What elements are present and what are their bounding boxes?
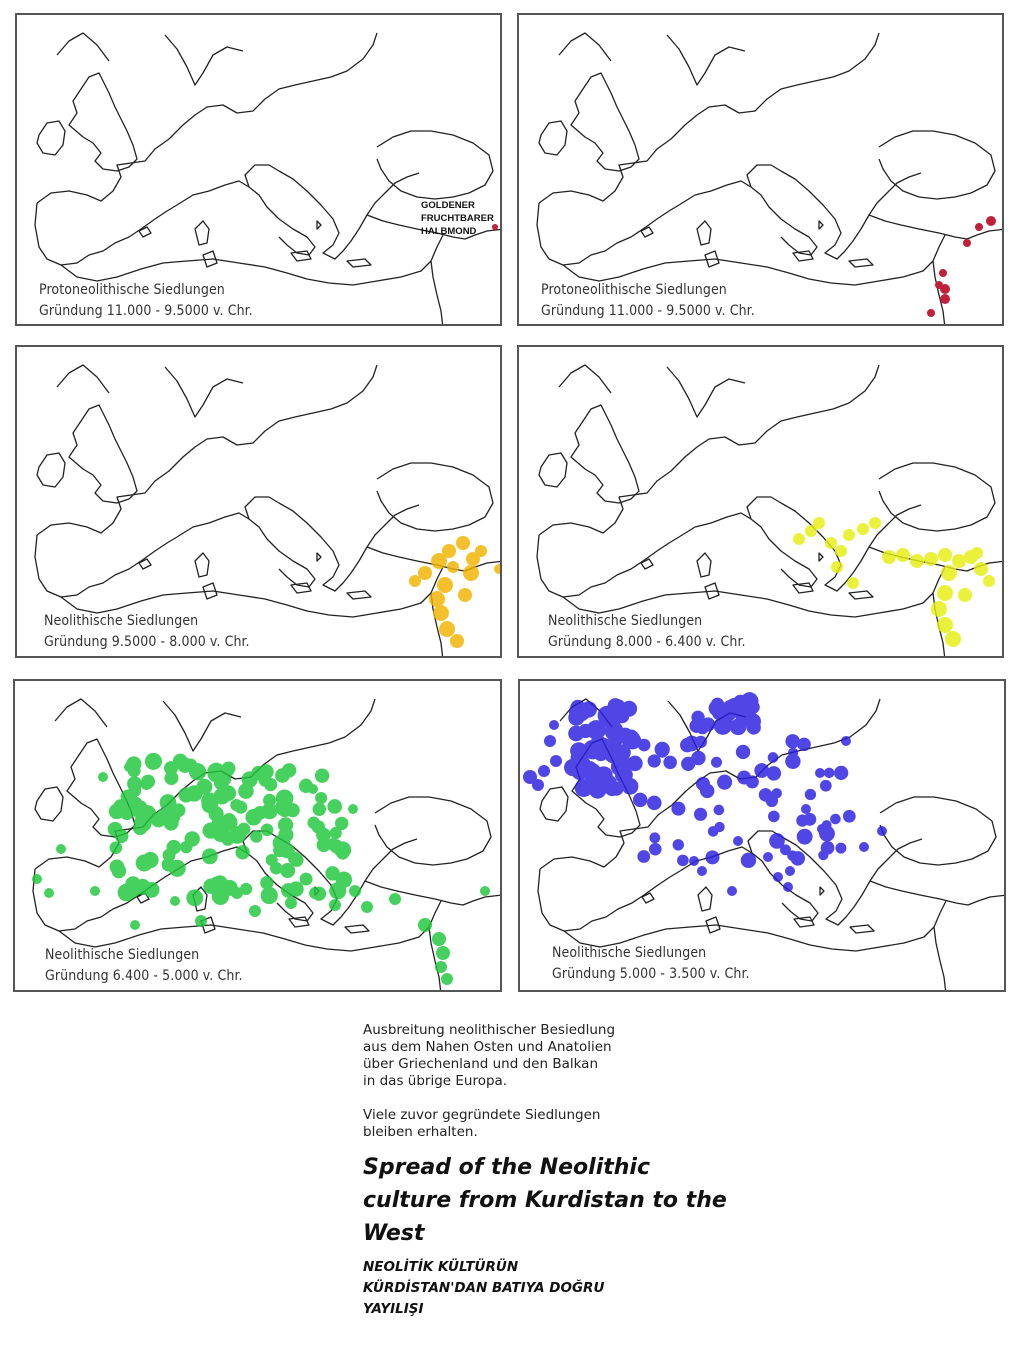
- settlement-dot: [771, 788, 781, 798]
- settlement-dot: [238, 783, 254, 799]
- settlement-dot: [538, 765, 550, 777]
- settlement-dot: [768, 752, 779, 763]
- coastline: [747, 497, 781, 519]
- settlement-dot: [186, 889, 203, 906]
- settlement-dot: [817, 824, 827, 834]
- settlement-dot: [433, 605, 449, 621]
- settlement-dot: [160, 810, 172, 822]
- settlement-dot: [746, 701, 759, 714]
- settlement-dot: [436, 946, 450, 960]
- settlement-dot: [494, 564, 502, 574]
- settlement-dot: [202, 848, 218, 864]
- settlement-dot: [315, 768, 329, 782]
- settlement-dot: [141, 775, 155, 789]
- coastline: [375, 797, 491, 865]
- coastline: [195, 221, 209, 245]
- coastline: [279, 503, 367, 591]
- settlement-dot: [437, 577, 453, 593]
- coastline: [819, 553, 823, 561]
- settlement-dot: [705, 850, 719, 864]
- settlement-dot: [249, 905, 261, 917]
- settlement-dot: [835, 843, 846, 854]
- coastline: [879, 131, 995, 199]
- settlement-dots: [409, 536, 502, 648]
- coastline: [698, 887, 712, 911]
- settlement-dot: [288, 851, 301, 864]
- settlement-dot: [841, 736, 851, 746]
- settlement-dot: [307, 817, 320, 830]
- settlement-dot: [697, 866, 707, 876]
- settlement-dot: [958, 588, 972, 602]
- settlement-dot: [700, 784, 714, 798]
- settlement-dot: [796, 814, 808, 826]
- settlement-dot: [983, 575, 995, 587]
- settlement-dot: [633, 793, 647, 807]
- settlement-dot: [172, 803, 186, 817]
- settlement-dot: [447, 561, 459, 573]
- settlement-dot: [773, 872, 783, 882]
- settlement-dot: [677, 855, 689, 867]
- settlement-dot: [785, 734, 799, 748]
- coastline: [33, 869, 175, 931]
- settlement-dot: [877, 826, 887, 836]
- coastline: [37, 453, 65, 487]
- settlement-dot: [733, 695, 748, 710]
- settlement-dot: [231, 887, 243, 899]
- description-text: [363, 1022, 615, 1158]
- settlement-dot: [281, 883, 296, 898]
- coastline: [697, 553, 711, 577]
- coastline: [834, 699, 880, 743]
- settlement-dot: [313, 802, 326, 815]
- settlement-dot: [550, 755, 562, 767]
- settlement-dot: [727, 886, 737, 896]
- coastline: [177, 181, 315, 255]
- coastline: [67, 739, 135, 837]
- coastline: [431, 235, 443, 326]
- settlement-dot: [785, 866, 795, 876]
- settlement-dot: [910, 554, 924, 568]
- settlement-dot: [278, 827, 293, 842]
- coastline: [331, 365, 377, 409]
- settlement-dot: [480, 886, 490, 896]
- settlement-dot: [937, 585, 953, 601]
- settlement-dot: [261, 824, 274, 837]
- settlement-dot: [549, 720, 559, 730]
- settlement-dot: [276, 800, 288, 812]
- settlement-dot: [222, 815, 237, 830]
- coastline: [57, 365, 243, 417]
- settlement-dot: [112, 864, 127, 879]
- settlement-dot: [785, 754, 800, 769]
- settlement-dot: [173, 754, 188, 769]
- settlement-dot: [300, 873, 313, 886]
- settlement-dot: [940, 284, 950, 294]
- settlement-dot: [941, 565, 957, 581]
- coastline: [195, 553, 209, 577]
- settlement-dot: [121, 789, 136, 804]
- coastline: [747, 165, 781, 187]
- settlement-dot: [691, 751, 705, 765]
- coastline: [793, 251, 813, 261]
- settlement-dot: [939, 269, 947, 277]
- settlement-dot: [896, 548, 910, 562]
- settlement-dot: [90, 886, 100, 896]
- coastline: [559, 33, 745, 85]
- coastline: [57, 33, 243, 85]
- settlement-dot: [441, 973, 453, 985]
- coastline: [819, 221, 823, 229]
- settlement-dot: [162, 858, 176, 872]
- settlement-dot: [235, 845, 249, 859]
- coastline: [329, 699, 375, 743]
- coastline: [539, 453, 567, 487]
- coastline: [559, 365, 745, 417]
- settlement-dot: [695, 736, 707, 748]
- coastline: [794, 917, 814, 927]
- description-line: über Griechenland und den Balkan: [363, 1056, 599, 1072]
- settlement-dot: [882, 550, 896, 564]
- settlement-dot: [110, 841, 123, 854]
- settlement-dot: [815, 768, 825, 778]
- settlement-dot: [714, 822, 724, 832]
- settlement-dot: [769, 833, 785, 849]
- settlement-dot: [166, 840, 181, 855]
- settlement-dot: [971, 547, 983, 559]
- settlement-dot: [754, 763, 769, 778]
- settlement-dot: [791, 851, 806, 866]
- settlement-dot: [797, 829, 813, 845]
- settlement-dot: [569, 759, 587, 777]
- settlement-dot: [768, 811, 780, 823]
- settlement-dot: [591, 735, 606, 750]
- map-panel-4: [517, 345, 1004, 658]
- coastline: [291, 251, 311, 261]
- settlement-dot: [450, 634, 464, 648]
- coastline: [35, 203, 177, 265]
- settlement-dot: [637, 850, 650, 863]
- settlement-dot: [834, 766, 848, 780]
- settlement-dot: [741, 853, 756, 868]
- coastline: [245, 497, 279, 519]
- settlement-dot: [986, 216, 996, 226]
- coastline: [869, 215, 1004, 239]
- coastline: [820, 887, 824, 895]
- coastline: [367, 173, 419, 215]
- settlement-dot: [603, 710, 621, 728]
- coastline: [833, 33, 879, 77]
- settlement-dot: [170, 896, 180, 906]
- settlement-dot: [824, 768, 834, 778]
- coastline: [377, 463, 493, 531]
- settlement-dot: [108, 822, 123, 837]
- coastline: [538, 869, 680, 931]
- settlement-dot: [649, 832, 660, 843]
- settlement-dot: [315, 792, 327, 804]
- settlement-dot: [329, 899, 341, 911]
- settlement-dot: [736, 745, 750, 759]
- settlement-dot: [717, 775, 732, 790]
- coastline: [539, 409, 833, 535]
- coastline: [177, 513, 315, 587]
- settlement-dot: [763, 852, 773, 862]
- coastline: [539, 121, 567, 155]
- coastline: [850, 925, 874, 933]
- settlement-dot: [759, 788, 772, 801]
- settlement-dot: [711, 757, 722, 768]
- settlement-dot: [178, 787, 193, 802]
- panel-caption: Neolithische Siedlungen Gründung 5.000 - 3.500 v. Chr.: [552, 945, 750, 982]
- settlement-dot: [869, 517, 881, 529]
- description-line: bleiben erhalten.: [363, 1124, 478, 1140]
- coastline: [279, 171, 367, 259]
- coastline: [781, 171, 869, 259]
- settlement-dot: [938, 548, 952, 562]
- map-panel-2: [517, 13, 1004, 326]
- coastline: [245, 165, 279, 187]
- settlement-dot: [737, 771, 751, 785]
- settlement-dot: [145, 753, 162, 770]
- settlement-dot: [843, 810, 856, 823]
- description-line: Ausbreitung neolithischer Besiedlung: [363, 1022, 616, 1038]
- settlement-dot: [847, 577, 859, 589]
- settlement-dot: [647, 796, 662, 811]
- settlement-dot: [689, 856, 699, 866]
- coastline: [537, 535, 679, 597]
- coastline: [537, 203, 679, 265]
- settlement-dot: [282, 763, 296, 777]
- settlement-dot: [432, 932, 446, 946]
- settlement-dot: [952, 554, 966, 568]
- settlement-dot: [859, 842, 869, 852]
- coastline: [869, 173, 921, 215]
- settlement-dot: [974, 562, 988, 576]
- settlement-dot: [195, 915, 207, 927]
- coastline: [429, 901, 441, 992]
- panel-caption: Protoneolithische Siedlungen Gründung 11.000 - 9.5000 v. Chr.: [39, 282, 253, 319]
- coastline: [870, 839, 922, 881]
- settlement-dot: [927, 309, 935, 317]
- coastline: [55, 699, 241, 751]
- settlement-dot: [32, 874, 42, 884]
- settlement-dot: [439, 621, 455, 637]
- settlement-dot: [264, 778, 277, 791]
- settlement-dot: [830, 814, 841, 825]
- settlement-dot: [671, 802, 685, 816]
- panel-caption: Neolithische Siedlungen Gründung 9.5000 - 8.000 v. Chr.: [44, 613, 250, 650]
- settlement-dot: [348, 804, 358, 814]
- coastline: [934, 901, 946, 992]
- coastline: [347, 591, 371, 599]
- coastline: [833, 365, 879, 409]
- settlement-dot: [694, 808, 707, 821]
- settlement-dot: [136, 854, 153, 871]
- coastline: [347, 259, 371, 267]
- coastline: [291, 583, 311, 593]
- settlement-dot: [963, 239, 971, 247]
- settlement-dot: [627, 756, 643, 772]
- settlement-dot: [663, 756, 677, 770]
- settlement-dot: [327, 799, 342, 814]
- settlement-dot: [135, 801, 148, 814]
- settlement-dot: [98, 772, 108, 782]
- map-panel-6: [518, 679, 1006, 992]
- panel-caption: Protoneolithische Siedlungen Gründung 11.000 - 9.5000 v. Chr.: [541, 282, 755, 319]
- coastline: [365, 839, 417, 881]
- settlement-dot: [261, 803, 277, 819]
- settlement-dot: [44, 888, 54, 898]
- fertile-crescent-label: GOLDENER FRUCHTBARER HALBMOND: [421, 200, 494, 237]
- settlement-dots: [523, 692, 887, 896]
- settlement-dot: [418, 566, 432, 580]
- coastline: [880, 797, 996, 865]
- settlement-dot: [975, 223, 983, 231]
- settlement-dot: [835, 545, 847, 557]
- coastline: [35, 535, 177, 597]
- settlement-dots: [927, 216, 996, 317]
- coastline: [679, 181, 817, 255]
- settlement-dot: [820, 780, 832, 792]
- settlement-dot: [164, 771, 178, 785]
- settlement-dot: [578, 724, 592, 738]
- settlement-dot: [56, 844, 66, 854]
- coastline: [540, 787, 568, 821]
- settlement-dot: [813, 517, 825, 529]
- settlement-dot: [250, 830, 262, 842]
- settlement-dot: [747, 720, 761, 734]
- settlement-dot: [793, 533, 805, 545]
- map-panel-5: [13, 679, 502, 992]
- panel-caption: Neolithische Siedlungen Gründung 6.400 - 5.000 v. Chr.: [45, 947, 243, 984]
- settlement-dot: [309, 887, 321, 899]
- coastline: [849, 259, 873, 267]
- coastline: [69, 73, 137, 171]
- coastline: [345, 925, 369, 933]
- coastline: [571, 73, 639, 171]
- description-line: aus dem Nahen Osten und Anatolien: [363, 1039, 612, 1055]
- settlement-dot: [475, 545, 487, 557]
- settlement-dot: [429, 591, 445, 607]
- coastline: [37, 77, 331, 203]
- turkish-title: NEOLİTİK KÜLTÜRÜN KÜRDİSTAN'DAN BATIYA DOĞRU YAYILIŞI: [363, 1259, 605, 1317]
- settlement-dot: [638, 739, 651, 752]
- settlement-dot: [945, 631, 961, 647]
- settlement-dot: [783, 882, 793, 892]
- coastline: [35, 787, 63, 821]
- settlement-dot: [657, 747, 668, 758]
- settlement-dot: [285, 897, 297, 909]
- settlement-dot: [261, 887, 278, 904]
- coastline: [331, 33, 377, 77]
- settlement-dot: [673, 839, 684, 850]
- settlement-dot: [831, 561, 843, 573]
- coastline: [793, 583, 813, 593]
- settlement-dot: [701, 717, 715, 731]
- settlement-dot: [124, 762, 134, 772]
- settlement-dot: [931, 601, 947, 617]
- settlement-dot: [442, 544, 456, 558]
- map-panel-3: [15, 345, 502, 658]
- settlement-dot: [937, 617, 953, 633]
- settlement-dot: [361, 901, 373, 913]
- settlement-dot: [611, 757, 630, 776]
- settlement-dot: [418, 918, 432, 932]
- coastline: [317, 221, 321, 229]
- english-title: Spread of the Neolithic culture from Kurdistan to the West: [363, 1155, 727, 1246]
- settlement-dot: [615, 744, 631, 760]
- settlement-dot: [532, 779, 544, 791]
- settlement-dot: [714, 805, 725, 816]
- coastline: [539, 77, 833, 203]
- settlement-dot: [180, 841, 192, 853]
- description-line: Viele zuvor gegründete Siedlungen: [363, 1107, 601, 1123]
- settlement-dot: [843, 529, 855, 541]
- settlement-dot: [568, 710, 584, 726]
- coastline: [37, 121, 65, 155]
- settlement-dot: [825, 537, 837, 549]
- settlement-dot: [336, 872, 353, 889]
- coastline: [849, 591, 873, 599]
- settlement-dot: [144, 882, 160, 898]
- description-line: in das übrige Europa.: [363, 1073, 508, 1089]
- coastline: [377, 131, 493, 199]
- settlement-dot: [544, 735, 556, 747]
- map-panel-1: [15, 13, 502, 326]
- coastline: [289, 917, 309, 927]
- settlement-dot: [330, 827, 342, 839]
- settlement-dot: [435, 961, 447, 973]
- settlement-dot: [570, 743, 586, 759]
- coastline: [697, 221, 711, 245]
- coastline: [879, 463, 995, 531]
- settlement-dot: [130, 920, 140, 930]
- settlement-dot: [389, 893, 401, 905]
- settlement-dot: [821, 841, 835, 855]
- settlement-dot: [575, 779, 593, 797]
- settlement-dot: [801, 804, 811, 814]
- settlement-dot: [940, 294, 950, 304]
- settlement-dot: [805, 789, 816, 800]
- coastline: [367, 505, 419, 547]
- coastline: [317, 553, 321, 561]
- settlement-dot: [463, 565, 479, 581]
- coastline: [571, 405, 639, 503]
- settlement-dot: [649, 843, 662, 856]
- settlement-dot: [458, 588, 472, 602]
- settlement-dot: [327, 838, 340, 851]
- panel-caption: Neolithische Siedlungen Gründung 8.000 - 6.400 v. Chr.: [548, 613, 746, 650]
- settlement-dot: [456, 536, 470, 550]
- settlement-dot: [308, 784, 318, 794]
- coastline: [870, 881, 1006, 905]
- settlement-dot: [270, 862, 283, 875]
- settlement-dot: [733, 836, 743, 846]
- settlement-dot: [924, 552, 938, 566]
- settlement-dot: [349, 885, 361, 897]
- settlement-dot: [215, 876, 228, 889]
- coastline: [679, 513, 817, 587]
- coastline: [37, 409, 331, 535]
- settlement-dot: [230, 799, 242, 811]
- settlement-dot: [214, 788, 231, 805]
- coastline: [69, 405, 137, 503]
- settlement-dot: [857, 523, 869, 535]
